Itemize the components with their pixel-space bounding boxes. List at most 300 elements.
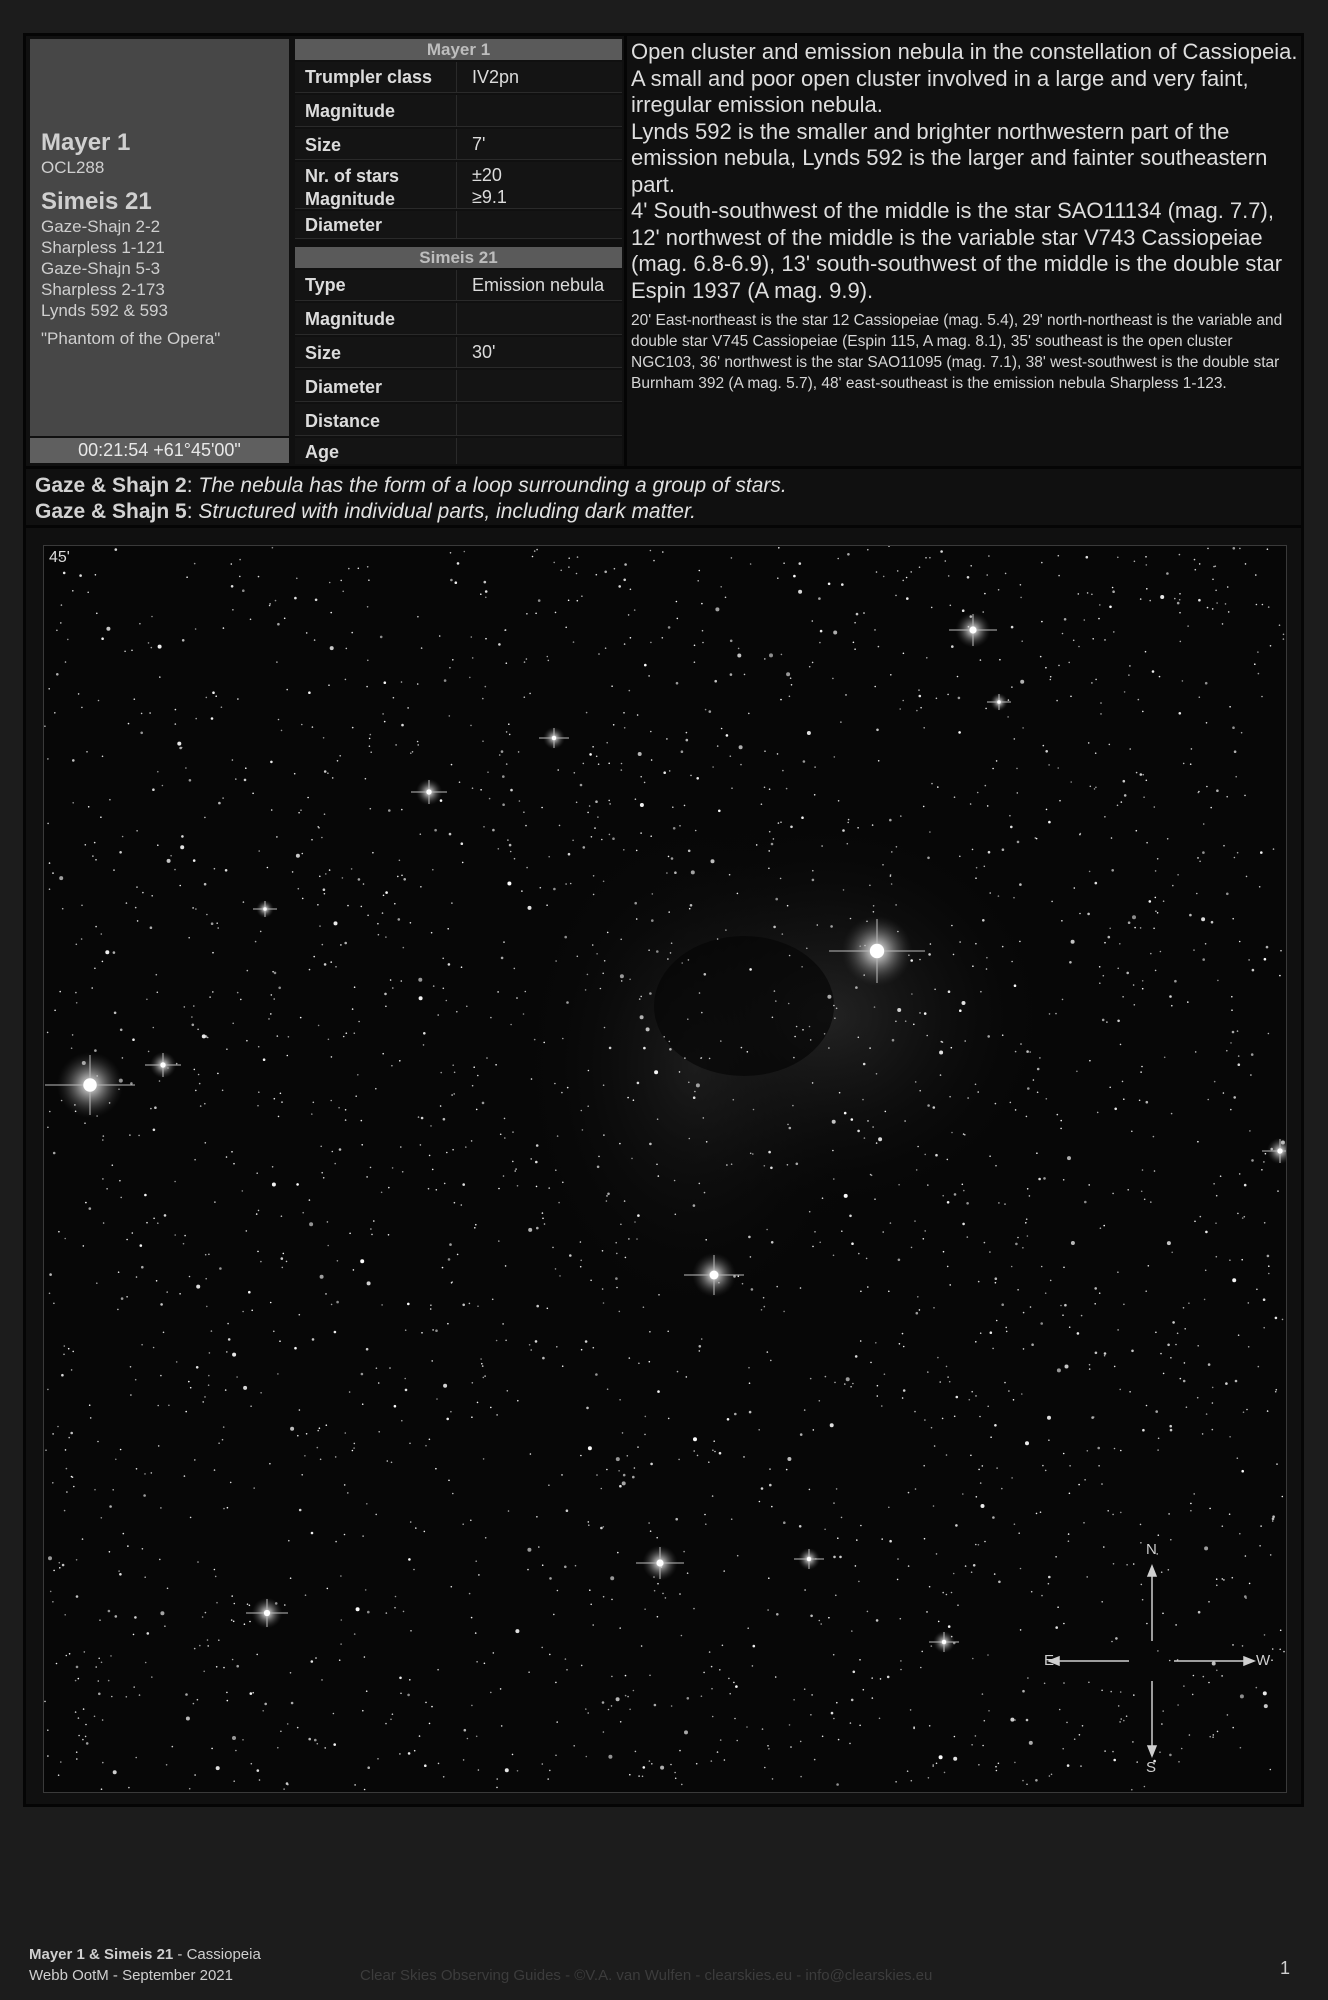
- star: [1103, 1546, 1105, 1548]
- star: [1045, 1292, 1047, 1294]
- star: [1128, 674, 1130, 676]
- star: [990, 1436, 992, 1438]
- star: [657, 1118, 659, 1120]
- star: [673, 827, 676, 830]
- star: [357, 1074, 359, 1076]
- star: [1016, 768, 1018, 770]
- star: [935, 1154, 938, 1157]
- star: [354, 1443, 356, 1445]
- star: [349, 1391, 351, 1393]
- star: [119, 1180, 121, 1182]
- star: [85, 1724, 87, 1726]
- star: [1202, 958, 1205, 961]
- star: [223, 627, 225, 629]
- star: [1263, 1327, 1265, 1329]
- star: [814, 794, 816, 796]
- star: [643, 1047, 646, 1050]
- star: [1245, 1555, 1247, 1557]
- star: [581, 1665, 583, 1667]
- star: [276, 836, 278, 838]
- star: [902, 580, 904, 582]
- star: [638, 1363, 640, 1365]
- star: [1212, 1429, 1214, 1431]
- star: [451, 1282, 453, 1284]
- guide-frame: [23, 33, 1304, 1807]
- star: [1140, 927, 1142, 929]
- star: [330, 961, 332, 963]
- star: [425, 1702, 427, 1704]
- star: [245, 767, 247, 769]
- star: [146, 999, 148, 1001]
- star: [998, 1581, 1001, 1584]
- star: [283, 1253, 285, 1255]
- star: [124, 651, 126, 653]
- star: [942, 1592, 944, 1594]
- star: [992, 768, 994, 770]
- star: [450, 552, 452, 554]
- star: [864, 1137, 866, 1139]
- star: [860, 1340, 862, 1342]
- star: [1163, 900, 1165, 902]
- star: [323, 888, 326, 891]
- star: [1068, 1540, 1070, 1542]
- star: [1073, 640, 1075, 642]
- star: [924, 1154, 926, 1156]
- star: [1141, 1066, 1143, 1068]
- star: [1060, 1305, 1062, 1307]
- star: [903, 653, 905, 655]
- star: [786, 788, 788, 790]
- star: [153, 1218, 155, 1220]
- star: [937, 1357, 939, 1359]
- star: [821, 845, 823, 847]
- star: [126, 902, 128, 904]
- star: [881, 1538, 883, 1540]
- star: [536, 1305, 539, 1308]
- star: [106, 627, 110, 631]
- star: [800, 1287, 802, 1289]
- star: [1050, 1280, 1052, 1282]
- star: [1248, 1346, 1250, 1348]
- star: [446, 1000, 448, 1002]
- star: [141, 1344, 143, 1346]
- star: [948, 1625, 951, 1628]
- star: [469, 677, 471, 679]
- star: [876, 571, 878, 573]
- star: [147, 1632, 150, 1635]
- star: [1260, 851, 1263, 854]
- star: [911, 1247, 913, 1249]
- star: [309, 969, 311, 971]
- star: [157, 844, 159, 846]
- star: [747, 1051, 749, 1053]
- star: [65, 661, 67, 663]
- star: [444, 1183, 446, 1185]
- star: [625, 1257, 627, 1259]
- star: [605, 647, 607, 649]
- star: [769, 831, 771, 833]
- star: [1026, 1050, 1029, 1053]
- star: [1212, 608, 1214, 610]
- star: [1021, 1393, 1023, 1395]
- star: [96, 613, 98, 615]
- star: [538, 599, 541, 602]
- star: [727, 1418, 730, 1421]
- table-row: [295, 404, 622, 436]
- star: [260, 1261, 262, 1263]
- star: [782, 933, 784, 935]
- star: [761, 1309, 763, 1311]
- star: [951, 1132, 953, 1134]
- star: [105, 950, 109, 954]
- star: [231, 585, 234, 588]
- star: [557, 769, 559, 771]
- star: [132, 1232, 134, 1234]
- star: [61, 604, 63, 606]
- secondary-name: Simeis 21: [41, 188, 152, 215]
- star: [764, 750, 766, 752]
- star: [508, 1510, 510, 1512]
- star: [772, 1778, 774, 1780]
- star: [428, 1188, 430, 1190]
- star: [85, 1736, 87, 1738]
- star: [151, 1676, 153, 1678]
- star: [251, 1763, 253, 1765]
- star: [512, 1131, 514, 1133]
- star: [855, 1565, 857, 1567]
- star: [294, 597, 297, 600]
- star: [1205, 1270, 1207, 1272]
- star: [936, 1763, 938, 1765]
- star: [957, 676, 959, 678]
- star: [1011, 1477, 1013, 1479]
- star: [1159, 1751, 1161, 1753]
- star: [948, 575, 950, 577]
- table-row: [295, 370, 622, 402]
- star: [337, 760, 339, 762]
- star: [749, 1382, 751, 1384]
- star: [645, 1416, 647, 1418]
- star: [95, 859, 97, 861]
- star: [133, 1686, 135, 1688]
- star: [696, 1763, 698, 1765]
- star: [474, 1227, 476, 1229]
- star: [653, 560, 655, 562]
- row-key: Type: [305, 275, 346, 295]
- star: [1164, 1057, 1166, 1059]
- star: [1022, 727, 1024, 729]
- star: [778, 547, 780, 549]
- star: [506, 763, 508, 765]
- star: [75, 992, 77, 994]
- star: [787, 1164, 789, 1166]
- star: [304, 1455, 306, 1457]
- star: [580, 784, 583, 787]
- star: [989, 1155, 991, 1157]
- star: [118, 1570, 120, 1572]
- star: [70, 1432, 73, 1435]
- star: [819, 642, 821, 644]
- star: [311, 1660, 314, 1663]
- star: [775, 1000, 777, 1002]
- star: [1229, 1259, 1231, 1261]
- star: [214, 1569, 216, 1571]
- star: [529, 1344, 531, 1346]
- star: [607, 1193, 610, 1196]
- star: [954, 796, 956, 798]
- star: [847, 553, 850, 556]
- star: [420, 1144, 422, 1146]
- star: [953, 1757, 957, 1761]
- star: [326, 1424, 328, 1426]
- star: [1134, 927, 1136, 929]
- star: [231, 1619, 233, 1621]
- star: [208, 1375, 210, 1377]
- star: [809, 1026, 811, 1028]
- star: [988, 851, 991, 854]
- star: [818, 597, 821, 600]
- star: [434, 829, 437, 832]
- star: [153, 1129, 156, 1132]
- star: [717, 745, 719, 747]
- star: [222, 1090, 224, 1092]
- star: [388, 809, 391, 812]
- star: [214, 1469, 216, 1471]
- star: [244, 1623, 246, 1625]
- star: [688, 959, 690, 961]
- star: [1114, 1108, 1117, 1111]
- star: [392, 1167, 394, 1169]
- star: [939, 1051, 943, 1055]
- star: [184, 1475, 186, 1477]
- star: [200, 1105, 202, 1107]
- star: [559, 825, 561, 827]
- star: [273, 998, 275, 1000]
- star: [616, 1697, 620, 1701]
- star: [555, 1682, 557, 1684]
- star: [496, 1787, 498, 1789]
- star: [1118, 1705, 1120, 1707]
- star: [604, 571, 607, 574]
- star: [247, 970, 249, 972]
- star: [597, 1166, 600, 1169]
- star: [601, 839, 603, 841]
- star: [660, 1766, 664, 1770]
- star: [951, 645, 954, 648]
- star: [899, 708, 901, 710]
- star: [366, 1690, 368, 1692]
- star: [66, 1468, 68, 1470]
- star: [876, 1142, 878, 1144]
- star: [1057, 1114, 1059, 1116]
- star: [185, 1693, 188, 1696]
- star: [1235, 1380, 1238, 1383]
- star: [112, 1489, 114, 1491]
- star: [1112, 1751, 1114, 1753]
- star: [980, 1332, 982, 1334]
- star: [1065, 1365, 1069, 1369]
- star: [650, 1530, 652, 1532]
- star: [976, 867, 978, 869]
- star: [672, 806, 674, 808]
- star: [490, 1692, 492, 1694]
- bright-star: [794, 1548, 824, 1570]
- star: [726, 1164, 728, 1166]
- star: [987, 1406, 989, 1408]
- star: [346, 1032, 348, 1034]
- star: [506, 662, 508, 664]
- star: [1232, 1278, 1236, 1282]
- star: [1031, 1591, 1033, 1593]
- star: [339, 1148, 342, 1151]
- bright-star: [929, 1631, 959, 1653]
- star: [1049, 1775, 1051, 1777]
- star: [81, 938, 83, 940]
- star: [207, 1639, 209, 1641]
- star: [609, 834, 611, 836]
- row-key: Diameter: [305, 215, 383, 235]
- star: [369, 745, 371, 747]
- star: [1062, 999, 1064, 1001]
- star: [209, 1352, 211, 1354]
- star: [344, 1484, 346, 1486]
- star: [730, 755, 732, 757]
- star: [913, 1726, 915, 1728]
- star: [271, 809, 273, 811]
- star: [1067, 1764, 1070, 1767]
- star: [470, 725, 472, 727]
- star: [1223, 1579, 1225, 1581]
- star-field-photo: [43, 545, 1287, 1793]
- star: [179, 1293, 181, 1295]
- star: [750, 563, 752, 565]
- star: [417, 741, 419, 743]
- star: [342, 591, 344, 593]
- star: [1283, 638, 1285, 640]
- star: [1056, 700, 1058, 702]
- star: [1202, 851, 1205, 854]
- primary-alias: OCL288: [41, 158, 105, 177]
- star: [565, 1658, 567, 1660]
- table-row: [295, 62, 622, 93]
- star: [330, 612, 332, 614]
- star: [1081, 1315, 1083, 1317]
- star: [636, 850, 638, 852]
- star: [844, 1383, 846, 1385]
- star: [1109, 606, 1112, 609]
- page-number: 1: [1280, 1958, 1291, 1978]
- star: [404, 1378, 406, 1380]
- star: [1088, 1184, 1090, 1186]
- star: [695, 830, 697, 832]
- star: [328, 1039, 330, 1041]
- star: [982, 1745, 984, 1747]
- star: [174, 1181, 176, 1183]
- star: [340, 944, 342, 946]
- star: [824, 1529, 826, 1531]
- star: [1155, 1332, 1157, 1334]
- star: [512, 1754, 514, 1756]
- star: [232, 1023, 234, 1025]
- table-row: [295, 270, 622, 301]
- star: [1208, 1601, 1210, 1603]
- star: [855, 986, 858, 989]
- star: [687, 1572, 689, 1574]
- star: [686, 739, 689, 742]
- star: [858, 1581, 860, 1583]
- star: [78, 1735, 80, 1737]
- star: [978, 1544, 980, 1546]
- star: [168, 1405, 170, 1407]
- star: [1099, 982, 1101, 984]
- star: [773, 838, 775, 840]
- star: [1212, 579, 1214, 581]
- star: [951, 1592, 953, 1594]
- star: [432, 869, 434, 871]
- field-of-view-label: 45': [49, 549, 70, 566]
- star: [527, 1569, 529, 1571]
- star: [807, 731, 811, 735]
- star: [900, 1618, 902, 1620]
- star: [1048, 1439, 1050, 1441]
- divider: [624, 36, 627, 466]
- star: [158, 1445, 160, 1447]
- star: [845, 694, 847, 696]
- star: [679, 1750, 681, 1752]
- star: [471, 1705, 473, 1707]
- star: [652, 893, 654, 895]
- star: [598, 1156, 600, 1158]
- star: [588, 1446, 592, 1450]
- star: [788, 1003, 790, 1005]
- star: [856, 613, 859, 616]
- star: [643, 1766, 646, 1769]
- star: [1088, 1682, 1090, 1684]
- star: [47, 758, 49, 760]
- star: [288, 1036, 290, 1038]
- star: [828, 1617, 830, 1619]
- star: [1126, 972, 1129, 975]
- star: [121, 1297, 124, 1300]
- star: [1011, 626, 1014, 629]
- star: [1011, 686, 1013, 688]
- star: [764, 787, 766, 789]
- star: [764, 1165, 766, 1167]
- star: [233, 1163, 235, 1165]
- star: [151, 616, 153, 618]
- star: [555, 612, 557, 614]
- star: [697, 1455, 699, 1457]
- star: [1194, 1221, 1196, 1223]
- star: [383, 895, 385, 897]
- star: [589, 805, 591, 807]
- star: [573, 641, 575, 643]
- star: [216, 922, 218, 924]
- star: [136, 1276, 138, 1278]
- star: [693, 1608, 695, 1610]
- star: [910, 1709, 912, 1711]
- star: [587, 1712, 589, 1714]
- star: [258, 576, 260, 578]
- star: [581, 1110, 583, 1112]
- star: [1046, 1098, 1048, 1100]
- star: [610, 1576, 614, 1580]
- star: [799, 1525, 802, 1528]
- star: [1099, 966, 1101, 968]
- star: [194, 1069, 196, 1071]
- star: [558, 1202, 560, 1204]
- star: [743, 1456, 745, 1458]
